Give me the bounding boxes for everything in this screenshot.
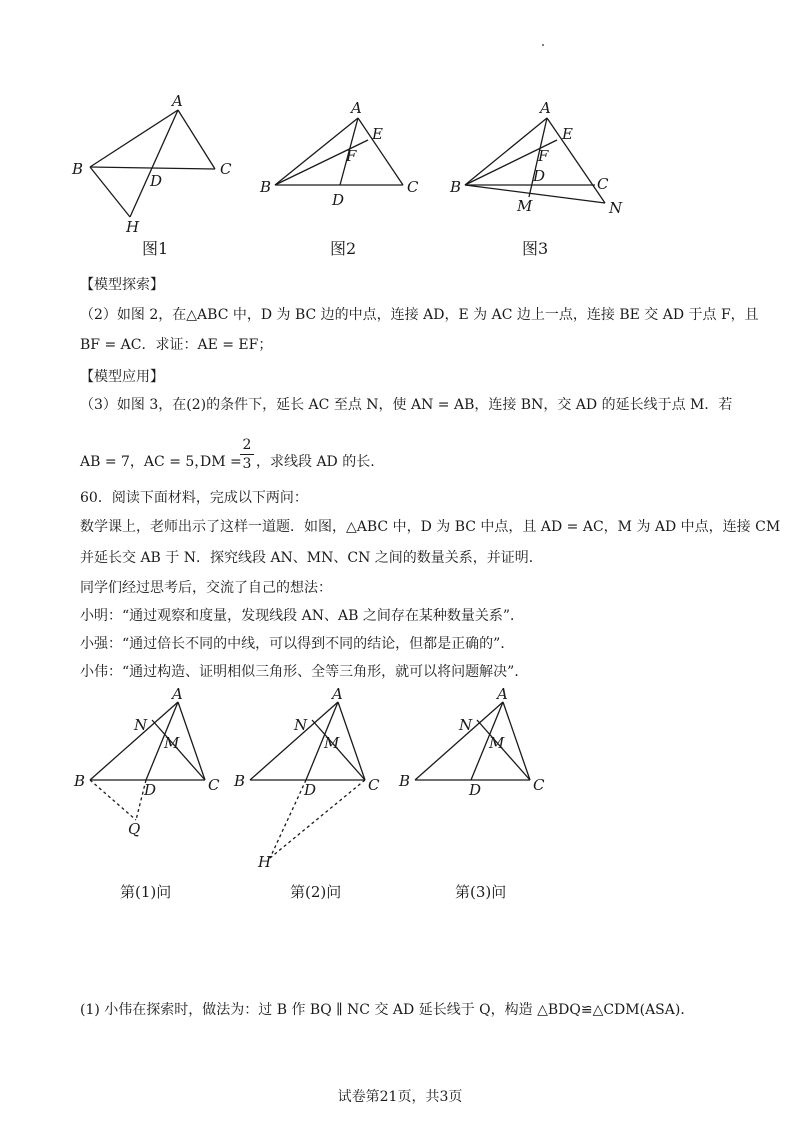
fig2-label-e: E: [372, 125, 383, 143]
q3-label-m: M: [489, 734, 505, 752]
figure-q2: [230, 685, 400, 880]
problem60-line-2: 数学课上，老师出示了这样一道题．如图，△ABC 中，D 为 BC 中点，且 AD = AC，M 为 AD 中点，连接 CM: [80, 519, 781, 535]
q2-label-a: A: [332, 685, 343, 703]
figure-q1: [70, 685, 230, 850]
q1-label-d: D: [144, 781, 157, 799]
fig2-label-c: C: [407, 178, 419, 196]
model-apply-line-1: （3）如图 3，在(2)的条件下，延长 AC 至点 N，使 AN = AB，连接 BN，交 AD 的延长线于点 M．若: [80, 397, 733, 413]
fig1-label-b: B: [72, 160, 84, 178]
fig2-label-f: F: [346, 147, 357, 165]
fig3-label-f: F: [538, 147, 549, 165]
problem60-line-5: 小明：“通过观察和度量，发现线段 AN、AB 之间存在某种数量关系”．: [80, 608, 524, 624]
fig3-label-c: C: [597, 175, 609, 193]
q2-label-n: N: [294, 716, 308, 734]
q2-label-d: D: [304, 781, 317, 799]
fig2-label-a: A: [351, 99, 362, 117]
q3-label-d: D: [469, 781, 482, 799]
q1-label-m: M: [164, 734, 180, 752]
fig1-label-c: C: [220, 160, 232, 178]
fig2-label-b: B: [260, 178, 272, 196]
fraction-two-thirds: [240, 436, 254, 473]
fraction-numerator: 2: [242, 437, 252, 453]
q1-label-b: B: [74, 772, 86, 790]
problem60-line-7: 小伟：“通过构造、证明相似三角形、全等三角形，就可以将问题解决”．: [80, 664, 529, 680]
figure-q3-caption: 第(3)问: [455, 883, 507, 901]
problem60-line-1: 60．阅读下面材料，完成以下两问：: [80, 490, 308, 506]
model-apply-heading: 【模型应用】: [80, 369, 164, 385]
figure-1-caption: 图1: [142, 239, 169, 258]
fig1-label-d: D: [150, 172, 163, 190]
fig1-label-a: A: [172, 92, 183, 110]
fig2-label-d: D: [332, 191, 345, 209]
part1-text: (1) 小伟在探索时，做法为：过 B 作 BQ ∥ NC 交 AD 延长线于 Q，构造 △BDQ≌△CDM(ASA)．: [80, 1002, 695, 1018]
figure-3-caption: 图3: [522, 239, 549, 258]
figure-q2-caption: 第(2)问: [290, 883, 342, 901]
q3-label-a: A: [497, 685, 508, 703]
q2-label-c: C: [368, 776, 380, 794]
model-apply-frac-lhs: DM =: [200, 454, 242, 470]
figure-1: [60, 90, 260, 260]
model-explore-line-2: BF = AC．求证：AE = EF；: [80, 337, 273, 353]
problem60-line-4: 同学们经过思考后，交流了自己的想法：: [80, 580, 332, 596]
fraction-denominator: 3: [242, 456, 252, 472]
fig3-label-b: B: [450, 178, 462, 196]
model-explore-heading: 【模型探索】: [80, 277, 164, 293]
figure-q3: [395, 685, 555, 810]
q3-label-c: C: [533, 776, 545, 794]
fig3-label-e: E: [562, 125, 573, 143]
fig3-label-d: D: [533, 167, 546, 185]
q3-label-n: N: [459, 716, 473, 734]
q2-label-m: M: [324, 734, 340, 752]
problem60-line-3: 并延长交 AB 于 N．探究线段 AN、MN、CN 之间的数量关系，并证明．: [80, 550, 543, 566]
model-apply-line-2a: AB = 7，AC = 5，: [80, 454, 209, 470]
model-apply-line-2b: ，求线段 AD 的长.: [256, 454, 375, 470]
model-explore-line-1: （2）如图 2，在△ABC 中，D 为 BC 边的中点，连接 AD，E 为 AC 边上一点，连接 BE 交 AD 于点 F，且: [80, 307, 759, 323]
fig3-label-n: N: [609, 199, 623, 217]
problem60-line-6: 小强：“通过倍长不同的中线，可以得到不同的结论，但都是正确的”．: [80, 636, 515, 652]
fig1-label-h: H: [126, 218, 140, 236]
q1-label-c: C: [208, 776, 220, 794]
figure-2-caption: 图2: [330, 239, 357, 258]
q2-label-b: B: [234, 772, 246, 790]
figure-q1-caption: 第(1)问: [120, 883, 172, 901]
q1-label-a: A: [172, 685, 183, 703]
fig3-label-m: M: [517, 197, 533, 215]
page-footer: 试卷第21页，共3页: [337, 1089, 463, 1105]
q1-label-q: Q: [128, 820, 141, 838]
page-dot: [542, 44, 544, 46]
q2-label-h: H: [258, 853, 272, 871]
q3-label-b: B: [399, 772, 411, 790]
q1-label-n: N: [134, 716, 148, 734]
fig3-label-a: A: [540, 99, 551, 117]
